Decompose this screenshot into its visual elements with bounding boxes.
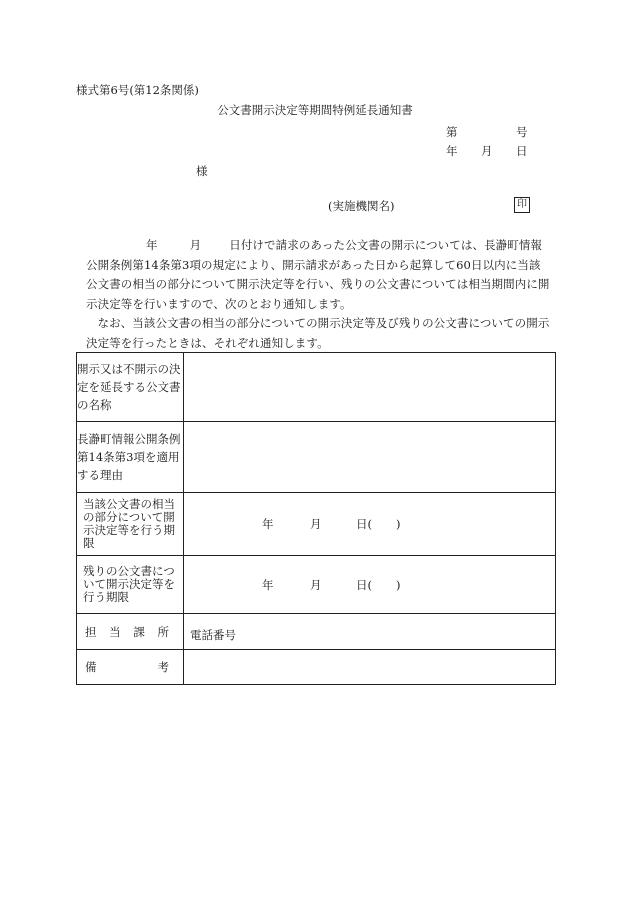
notice-body xyxy=(86,236,552,353)
remaining-deadline-year: 年 xyxy=(262,577,274,592)
table-row xyxy=(77,650,556,685)
notice-form-table xyxy=(76,352,556,685)
table-row xyxy=(77,422,556,493)
header-year: 年 xyxy=(446,144,458,158)
partial-deadline-close: ) xyxy=(396,517,401,531)
number-prefix: 第 xyxy=(446,125,458,139)
document-title: 公文書開示決定等期間特例延長通知書 xyxy=(217,103,413,117)
phone-number-label: 電話番号 xyxy=(190,628,236,642)
body-paragraph-1-text: 日付けで請求のあった公文書の開示については、長瀞町情報公開条例第14条第3項の規定により、開示請求があった日から起算して60日以内に当該公文書の相当の部分について開示決定等を行い、残りの公文書については相当期間内に開示決定等を行いますので、次のとおり通知します。 xyxy=(86,238,550,311)
remarks-field[interactable] xyxy=(184,650,556,685)
remaining-deadline-label: 残りの公文書について開示決定等を行う期限 xyxy=(77,556,184,614)
partial-deadline-day: 日( xyxy=(356,517,372,531)
partial-deadline-field[interactable] xyxy=(184,493,556,556)
body-month: 月 xyxy=(189,238,202,252)
reason-field[interactable] xyxy=(184,422,556,493)
body-year: 年 xyxy=(146,238,158,252)
document-name-label: 開示又は不開示の決定を延長する公文書の名称 xyxy=(77,353,184,422)
notice-paragraph-2: なお、当該公文書の相当の部分についての開示決定等及び残りの公文書についての開示決定等を行ったときは、それぞれ通知します。 xyxy=(86,316,550,350)
header-day: 日 xyxy=(516,144,528,158)
header-month: 月 xyxy=(481,144,493,158)
partial-deadline-label: 当該公文書の相当の部分について開示決定等を行う期限 xyxy=(77,493,184,556)
remaining-deadline-day: 日( xyxy=(356,577,372,592)
table-row xyxy=(77,556,556,614)
remarks-label: 備考 xyxy=(77,650,184,685)
agency-name-placeholder: (実施機関名) xyxy=(328,199,395,213)
partial-deadline-year: 年 xyxy=(262,517,274,531)
seal-mark: 印 xyxy=(514,197,530,213)
responsible-section-label: 担当課所 xyxy=(77,614,184,650)
table-row xyxy=(77,353,556,422)
document-name-field[interactable] xyxy=(184,353,556,422)
partial-deadline-month: 月 xyxy=(310,517,322,531)
responsible-section-field[interactable] xyxy=(184,614,556,650)
reason-label: 長瀞町情報公開条例第14条第3項を適用する理由 xyxy=(77,422,184,493)
table-row xyxy=(77,614,556,650)
notice-paragraph-1 xyxy=(86,236,552,314)
remaining-deadline-field[interactable] xyxy=(184,556,556,614)
remaining-deadline-close: ) xyxy=(396,577,401,592)
form-identifier: 様式第6号(第12条関係) xyxy=(76,83,199,97)
remaining-deadline-month: 月 xyxy=(310,577,322,592)
table-row xyxy=(77,493,556,556)
number-suffix: 号 xyxy=(516,125,528,139)
addressee-suffix: 様 xyxy=(196,164,208,178)
